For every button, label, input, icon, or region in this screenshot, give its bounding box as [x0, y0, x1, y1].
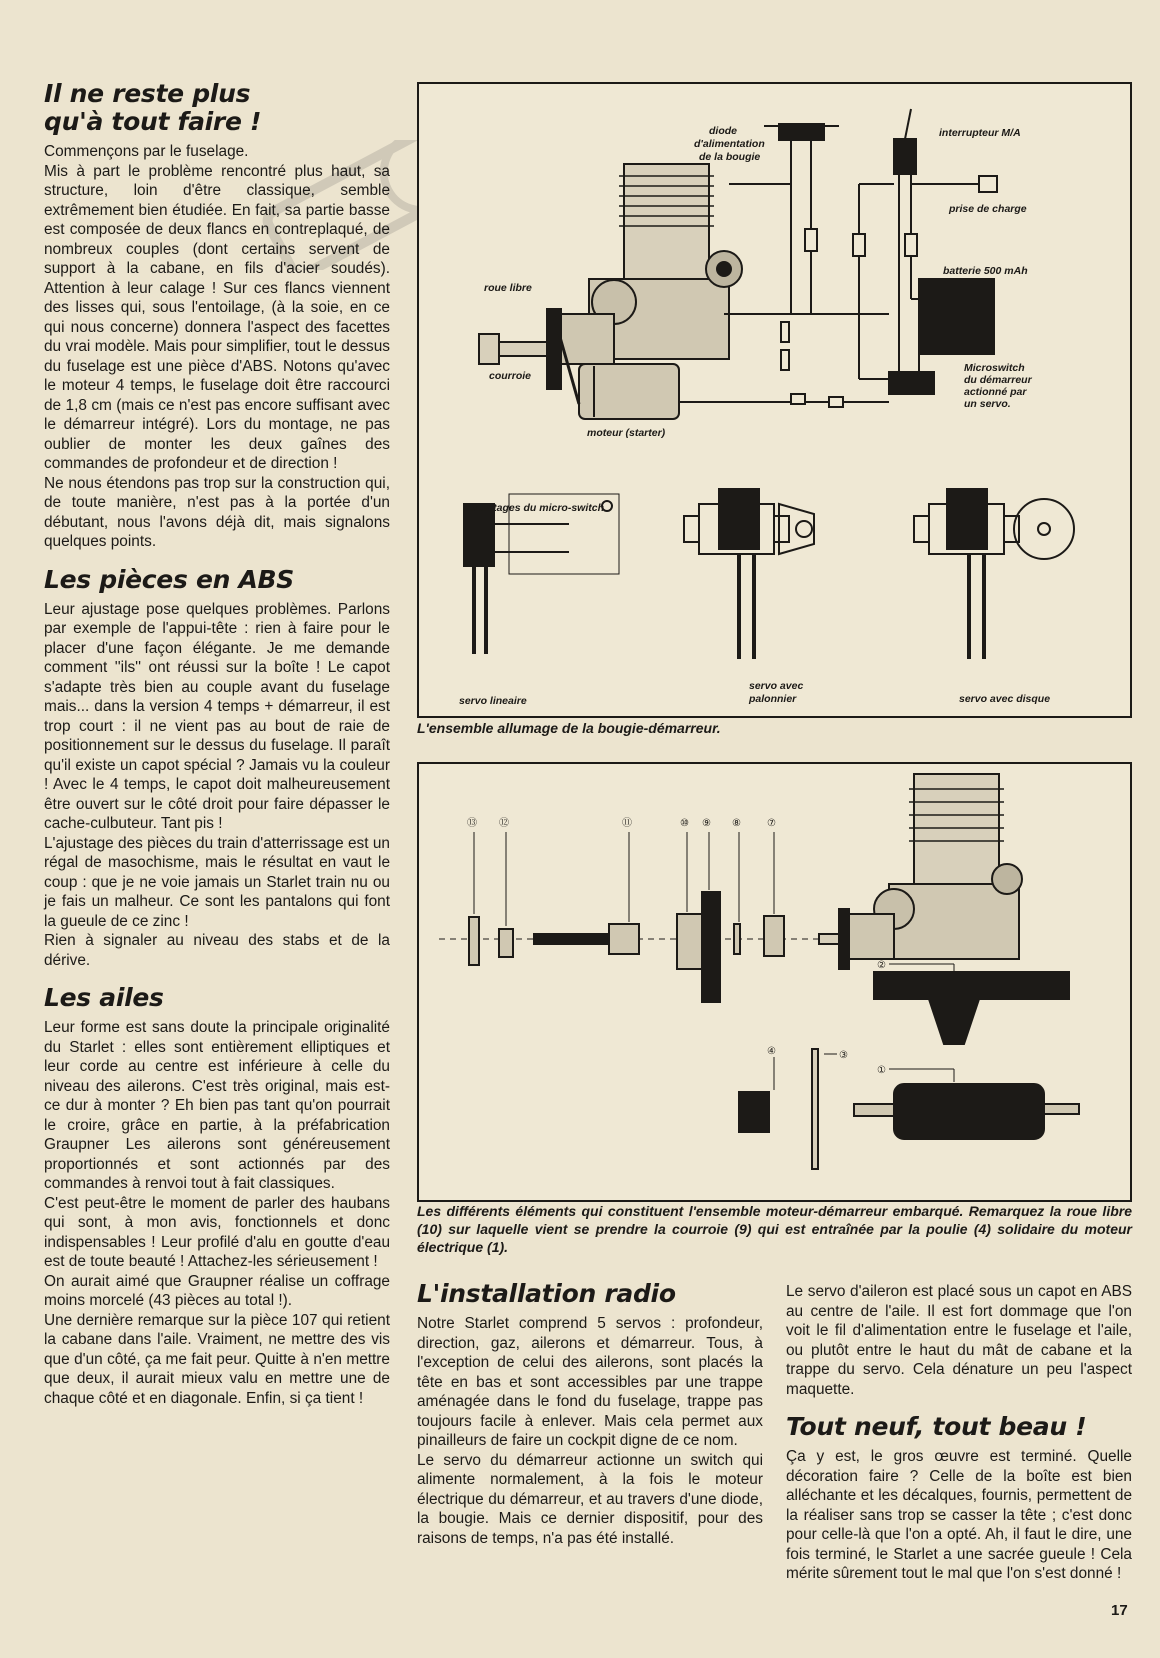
section-title-3: Les ailes — [44, 983, 164, 1012]
part-1: ① — [877, 1065, 886, 1076]
section-1-text — [44, 142, 390, 552]
label-servo-disque: servo avec disque — [959, 693, 1051, 705]
paragraph: Ne nous étendons pas trop sur la construction qui, de toute manière, n'est pas à la portée d'un débutant, nous l'avons déjà dit, mais signalons quelques points. — [44, 474, 390, 550]
paragraph: Une dernière remarque sur la pièce 107 qui retient la cabane dans l'aile. Vraiment, ne mettre des vis que d'un côté, ça me fait peur. Quitte à n'en mettre que deux, il aurait mieux valu en mettre une de chaque côté et en diagonale. Enfin, si ça tient ! — [44, 1311, 390, 1407]
figure-1-caption: L'ensemble allumage de la bougie-démarreur. — [417, 720, 721, 736]
paragraph: Le servo d'aileron est placé sous un capot en ABS au centre de l'aile. Il est fort dommage que l'on voit le fil d'alimentation entre le fuselage et l'aile, ou plutôt entre le haut du mât de cabane et la trappe du servo. Cela dénature un peu l'aspect maquette. — [786, 1283, 1132, 1398]
part-11: ⑪ — [622, 818, 632, 829]
section-2-text — [44, 600, 390, 971]
paragraph: L'ajustage des pièces du train d'atterrissage est un régal de masochisme, mais le résultat en vaut le coup : que je ne voie jamais un Starlet train nu ou je fais un malheur. Ce sont les pantalons qui font la gueule de ce zinc ! — [44, 834, 390, 930]
part-8: ⑧ — [732, 818, 741, 829]
part-2: ② — [877, 960, 886, 971]
label-microswitch-2: du démarreur — [964, 374, 1032, 386]
label-interrupteur: interrupteur M/A — [939, 127, 1021, 139]
page-number: 17 — [1111, 1602, 1128, 1619]
servo-mountings — [464, 489, 1074, 659]
label-prise: prise de charge — [949, 203, 1027, 215]
label-roue-libre: roue libre — [484, 282, 532, 294]
label-servo-palonnier-2: palonnier — [749, 693, 797, 705]
part-12: ⑫ — [499, 818, 509, 829]
label-microswitch-1: Microswitch — [964, 362, 1025, 374]
part-4: ④ — [767, 1046, 776, 1057]
figure-engine-starter-parts — [417, 762, 1132, 1202]
paragraph: Leur ajustage pose quelques problèmes. Parlons par exemple de l'appui-tête : rien à faire pour le placer d'une façon élégante. Je me demande comment ''ils'' ont réussi sur la boîte ! Le capot s'adapte très bien au couple avant du fuselage mais... dans la version 4 temps + démarreur, il est trop court : il ne vient pas au bout de raie de positionnement sur le dessus du fuselage. Il paraît qu'il existe un capot spécial ? Jamais vu la couleur ! Avec le 4 temps, le capot doit malheureusement être ouvert sur le côté droit pour faire dépasser le cache-culbuteur. Tant pis ! — [44, 600, 390, 832]
part-13: ⑬ — [467, 818, 477, 829]
section-title-1 — [44, 80, 390, 136]
left-column — [44, 80, 390, 1408]
part-3: ③ — [839, 1050, 848, 1061]
paragraph: C'est peut-être le moment de parler des haubans qui sont, à mon avis, fonctionnels et donc indispensables ! Leur profilé d'alu en goutte d'eau est de toute beauté ! Attachez-les sérieusement ! — [44, 1194, 390, 1270]
paragraph: On aurait aimé que Graupner réalise un coffrage moins morcelé (43 pièces au total !). — [44, 1272, 390, 1309]
paragraph: Leur forme est sans doute la principale originalité du Starlet : elles sont entièrement elliptiques et leur corde au centre est inférieure à celle du niveau des ailerons. C'est très original, mais est-ce dur à monter ? Eh bien pas tant qu'on pourrait le croire, grâce en partie, à la préfabrication Graupner Les ailerons sont généreusement proportionnés et sont actionnés par des commandes à renvoi tout à fait classiques. — [44, 1019, 390, 1192]
title-line-2: qu'à tout faire ! — [44, 107, 262, 136]
title-line-1: Il ne reste plus — [44, 79, 251, 108]
section-3-text — [44, 1018, 390, 1408]
section-4-text — [417, 1314, 763, 1548]
engine-drawing — [819, 774, 1022, 969]
middle-column — [417, 1280, 763, 1548]
paragraph: Ça y est, le gros œuvre est terminé. Quelle décoration faire ? Celle de la boîte est bien alléchante et les décalques, fournis, permettent de la réaliser sans trop se casser la tête ; c'est donc pour celle-là que l'on a opté. Ah, il faut le dire, une fois terminé, le Starlet a une sacrée gueule ! Cela mérite sûrement tout le mal que l'on s'est donné ! — [786, 1448, 1132, 1582]
label-microswitch-3: actionné par — [964, 386, 1027, 398]
section-title-4: L'installation radio — [417, 1279, 676, 1308]
exploded-diagram — [419, 764, 1130, 1200]
label-diode-2: d'alimentation — [694, 138, 765, 150]
label-servo-lineaire: servo lineaire — [459, 695, 527, 707]
figure-ignition-starter — [417, 82, 1132, 718]
label-microswitch-4: un servo. — [964, 398, 1011, 410]
paragraph: Rien à signaler au niveau des stabs et de la dérive. — [44, 932, 390, 969]
label-batterie: batterie 500 mAh — [943, 265, 1028, 277]
label-diode-1: diode — [709, 125, 737, 137]
paragraph: Notre Starlet comprend 5 servos : profondeur, direction, gaz, ailerons et démarreur. Tous, à l'exception de celui des ailerons, sont placés la tête en bas et sont accessibles par une trappe aménagée dans le fond du fuselage, trappe pas toujours facile à enlever. Mais cela permet aux pinailleurs de faire un cockpit digne de ce nom. — [417, 1315, 763, 1449]
label-moteur: moteur (starter) — [587, 427, 666, 439]
paragraph: Le servo du démarreur actionne un switch qui alimente normalement, à la fois le moteur électrique du démarreur, et au travers d'une diode, la bougie. Mais ce dernier dispositif, pour des raisons de temps, n'a pas été installé. — [417, 1451, 763, 1547]
section-title-2: Les pièces en ABS — [44, 564, 295, 594]
wiring-diagram — [419, 84, 1130, 716]
section-title-5: Tout neuf, tout beau ! — [786, 1412, 1087, 1441]
paragraph: Mis à part le problème rencontré plus haut, sa structure, loin d'être classique, semble extrêmement bien étudiée. En fait, sa partie basse est composée de deux flancs en contreplaqué, de nombreux couples (dont certains servent de support à la cabane, en fils d'acier soudés). Attention à leur calage ! Sur ces flancs viennent des lisses qui, sous l'entoilage, (à la soie, en ce qui nous concerne) donnera l'aspect des facettes du vrai modèle. Mais pour simplifier, tout le dessus du fuselage est une pièce d'ABS. Notons qu'avec le moteur 4 temps, le fuselage doit être raccourci de 1,8 cm (mais ce n'est pas encore suffisant avec le démarreur intégré). Lors du montage, ne pas oublier de monter les deux gaînes des commandes de profondeur et de direction ! — [44, 162, 390, 472]
right-column — [786, 1282, 1132, 1584]
part-9: ⑨ — [702, 818, 711, 829]
part-10: ⑩ — [680, 818, 689, 829]
label-diode-3: de la bougie — [699, 151, 761, 163]
label-montages: montages du micro-switch — [471, 502, 605, 514]
figure-2-caption: Les différents éléments qui constituent l'ensemble moteur-démarreur embarqué. Remarquez la roue libre (10) sur laquelle vient se prendre la courroie (9) qui est entraînée par la poulie (4) solidaire du moteur électrique (1). — [417, 1203, 1132, 1255]
label-servo-palonnier-1: servo avec — [749, 680, 804, 692]
section-5-intro — [786, 1282, 1132, 1399]
part-7: ⑦ — [767, 818, 776, 829]
label-courroie: courroie — [489, 370, 532, 382]
section-5-text — [786, 1447, 1132, 1584]
paragraph: Commençons par le fuselage. — [44, 143, 249, 160]
